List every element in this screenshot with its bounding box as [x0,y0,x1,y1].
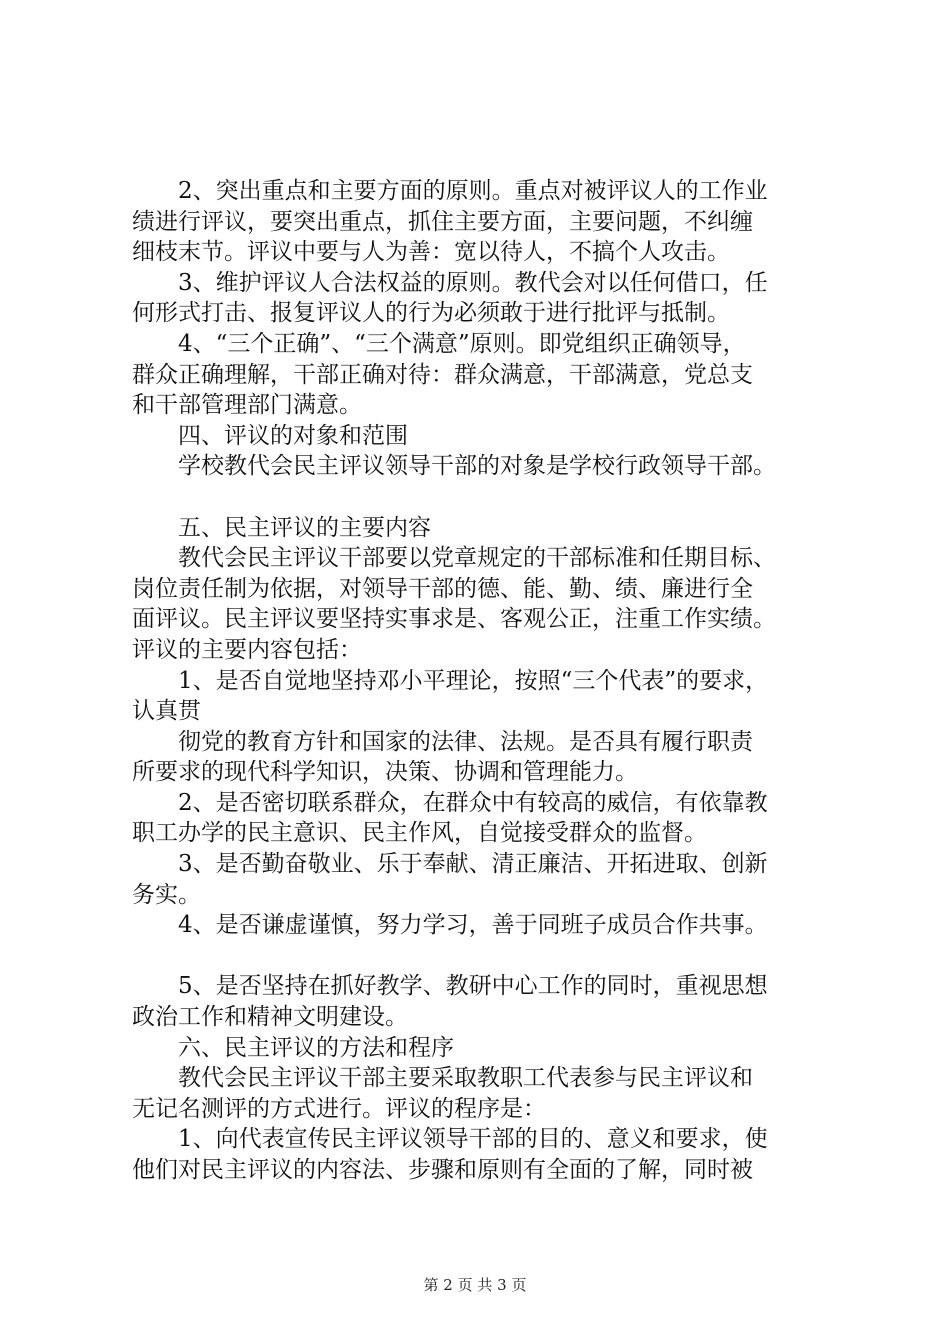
text-line: 教代会民主评议干部要以党章规定的干部标准和任期目标、 [178,545,776,572]
text-line: 面评议。民主评议要坚持实事求是、客观公正，注重工作实绩。 [132,606,776,633]
text-line: 4、是否谦虚谨慎，努力学习，善于同班子成员合作共事。 [178,912,768,939]
text-line: 六、民主评议的方法和程序 [178,1034,454,1061]
text-line: 职工办学的民主意识、民主作风，自觉接受群众的监督。 [132,820,707,847]
text-line: 所要求的现代科学知识，决策、协调和管理能力。 [132,759,638,786]
text-line: 群众正确理解，干部正确对待：群众满意，干部满意，党总支 [132,361,753,388]
text-line: 务实。 [132,881,201,908]
text-line: 1、是否自觉地坚持邓小平理论，按照“三个代表”的要求， [178,667,769,694]
text-line: 细枝末节。评议中要与人为善：宽以待人，不搞个人攻击。 [132,239,730,266]
page-footer: 第 2 页 共 3 页 [423,1276,527,1294]
text-line: 1、向代表宣传民主评议领导干部的目的、意义和要求，使 [178,1126,768,1153]
text-line: 何形式打击、报复评议人的行为必须敢于进行批评与抵制。 [132,300,730,327]
text-line: 彻党的教育方针和国家的法律、法规。是否具有履行职责 [178,728,753,755]
text-line: 和干部管理部门满意。 [132,392,362,419]
text-line: 无记名测评的方式进行。评议的程序是： [132,1095,546,1122]
text-line: 岗位责任制为依据，对领导干部的德、能、勤、绩、廉进行全 [132,575,753,602]
text-line: 绩进行评议，要突出重点，抓住主要方面，主要问题，不纠缠 [132,208,753,235]
text-line: 4、“三个正确”、“三个满意”原则。即党组织正确领导， [178,330,746,357]
text-line: 他们对民主评议的内容法、步骤和原则有全面的了解，同时被 [132,1157,753,1183]
text-line: 评议的主要内容包括： [132,636,362,663]
text-line: 2、突出重点和主要方面的原则。重点对被评议人的工作业 [178,178,768,204]
text-line: 2、是否密切联系群众，在群众中有较高的威信，有依靠教 [178,789,768,816]
blank-line [132,941,862,972]
blank-line [132,482,862,513]
text-line: 政治工作和精神文明建设。 [132,1004,408,1031]
text-line: 3、维护评议人合法权益的原则。教代会对以任何借口，任 [178,269,768,296]
text-line: 5、是否坚持在抓好教学、教研中心工作的同时，重视思想 [178,973,768,1000]
text-line: 认真贯 [132,698,201,725]
text-line: 五、民主评议的主要内容 [178,514,431,541]
text-line: 3、是否勤奋敬业、乐于奉献、清正廉洁、开拓进取、创新 [178,851,768,878]
text-line: 学校教代会民主评议领导干部的对象是学校行政领导干部。 [178,453,776,480]
document-body [132,176,862,1186]
text-line: 四、评议的对象和范围 [178,422,408,449]
text-line: 教代会民主评议干部主要采取教职工代表参与民主评议和 [178,1065,753,1092]
